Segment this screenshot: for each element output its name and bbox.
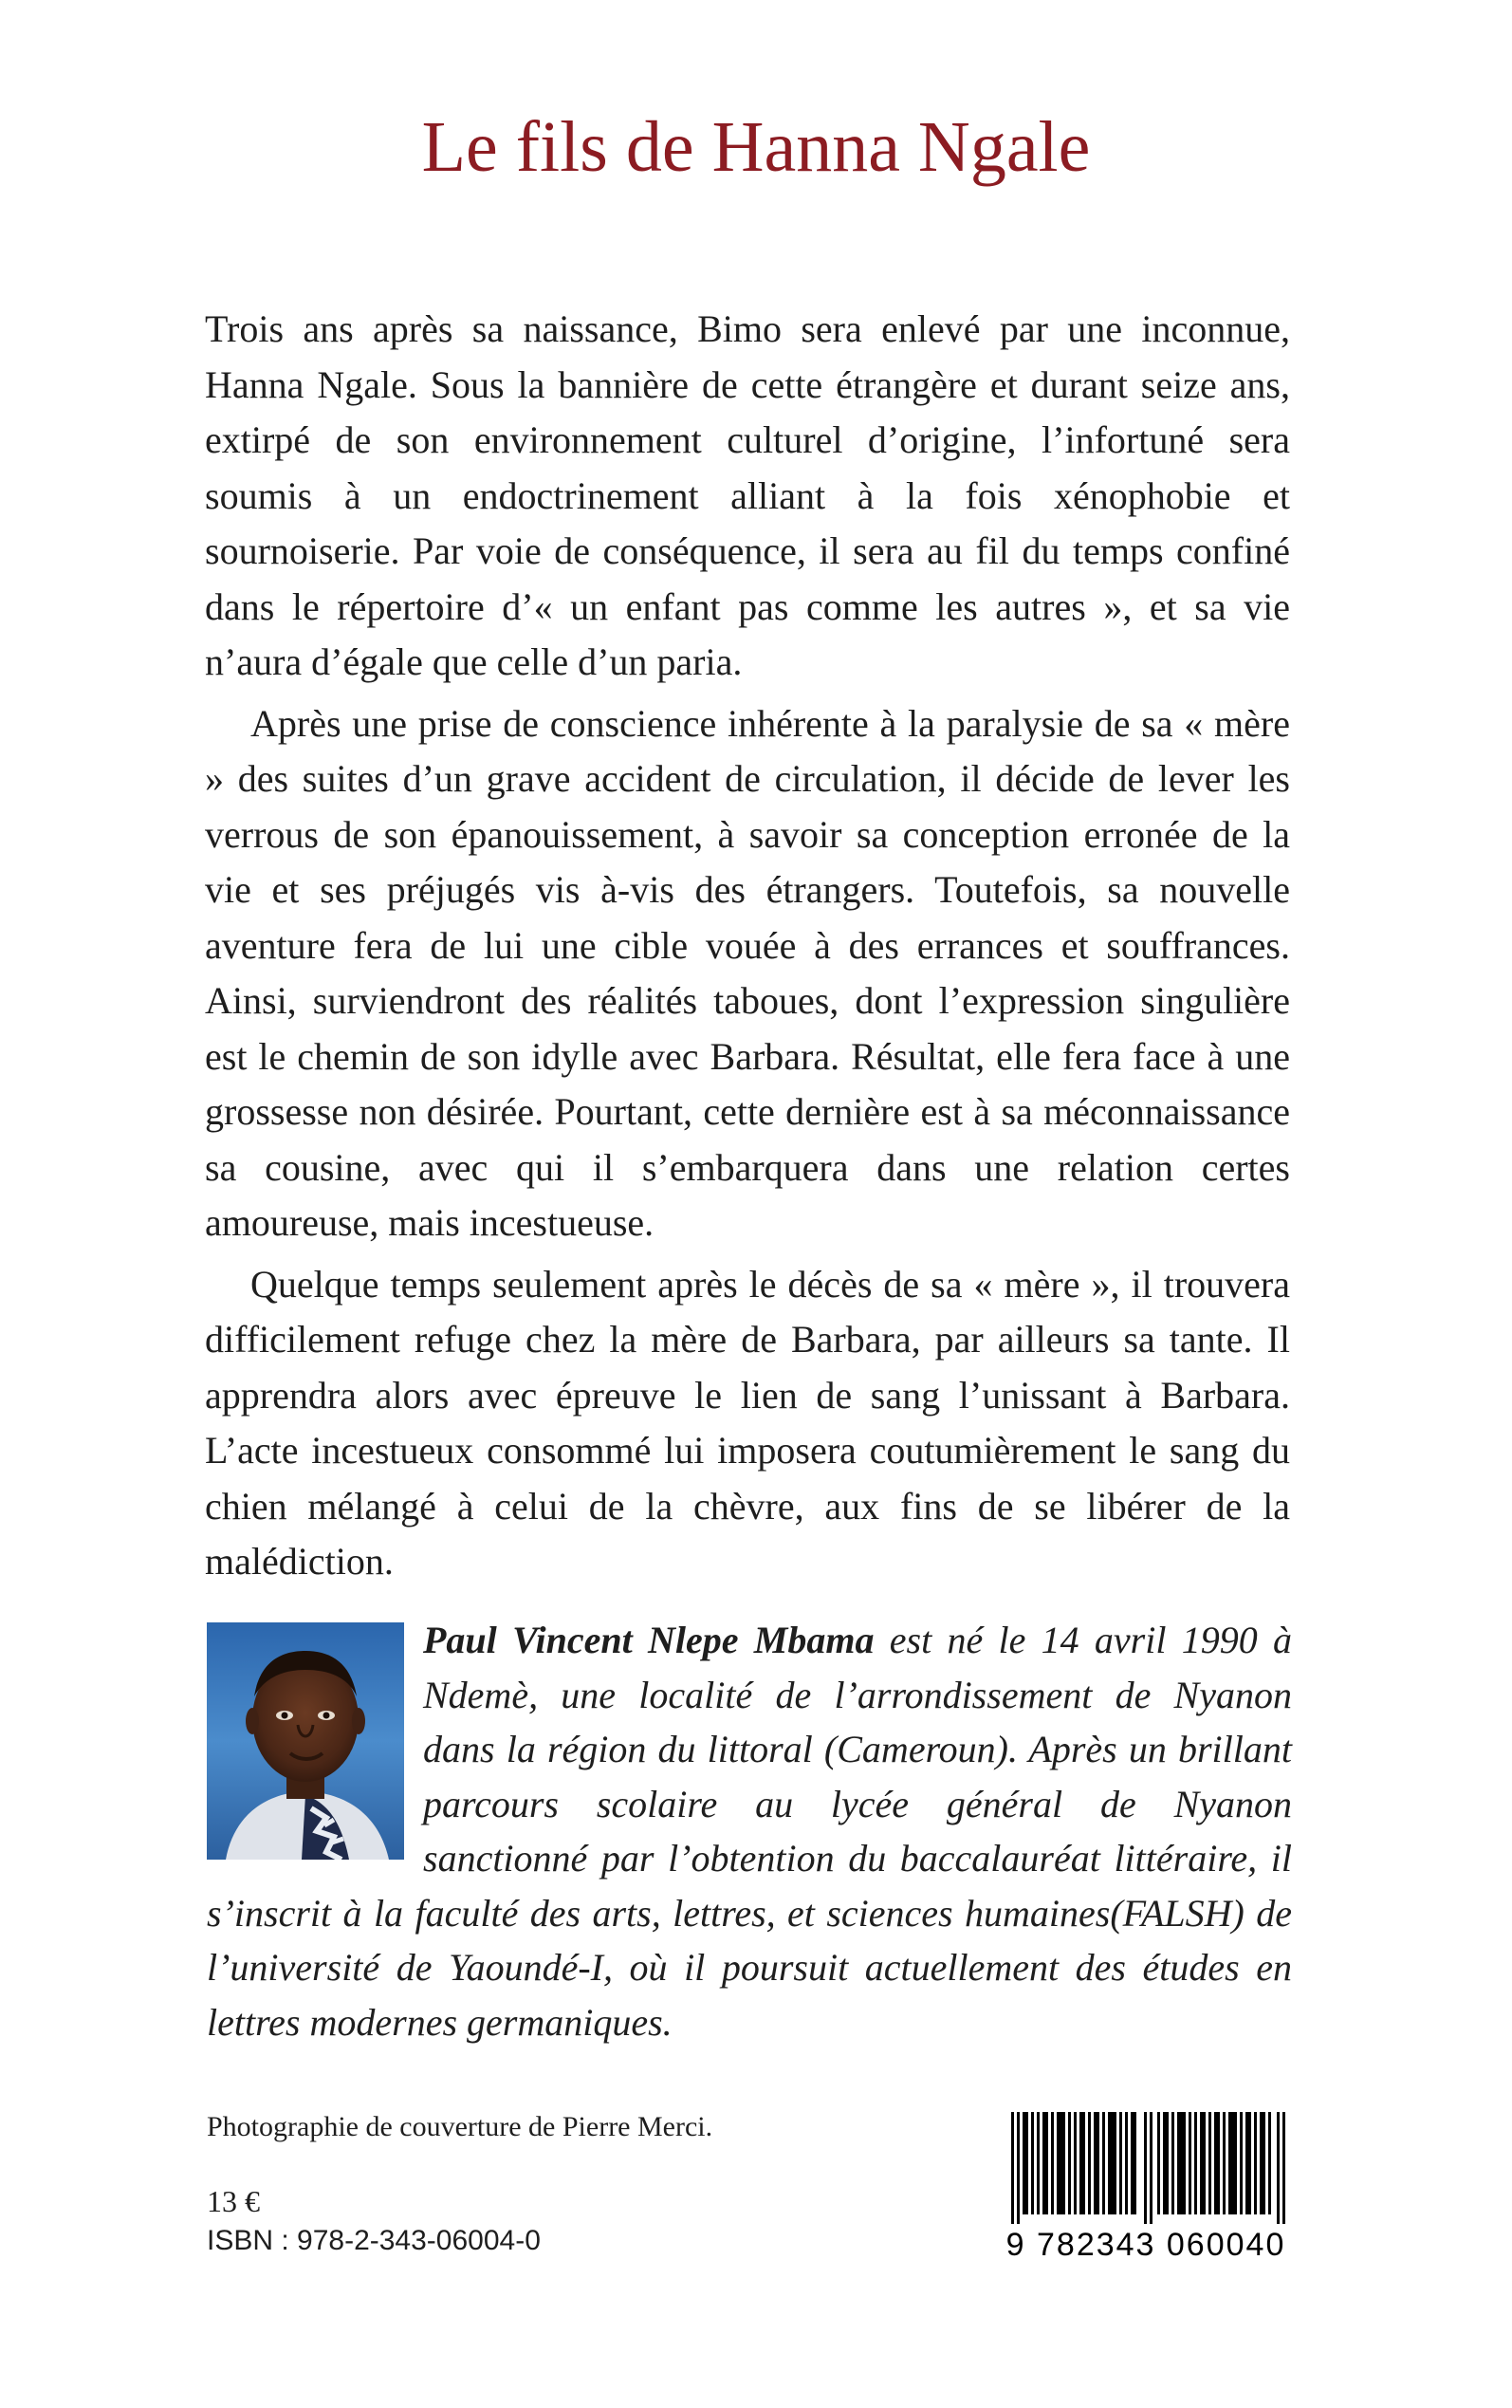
synopsis-paragraph-2: Après une prise de conscience inhérente à la paralysie de sa « mère » des suites d’un grave accident de circulation, il décide de lever les verrous de son épanouissement, à savoir sa conception erronée de la vie et ses préjugés vis à-vis des étrangers. Toutefois, sa nouvelle aventure fera de lui une cible vouée à des errances et souffrances. Ainsi, surviendront des réalités taboues, dont l’expression singulière est le chemin de son idylle avec Barbara. Résultat, elle fera face à une grossesse non désirée. Pourtant, cette dernière est à sa méconnaissance sa cousine, avec qui il s’embarquera dans une relation certes amoureuse, mais incestueuse. [205, 701, 1290, 1244]
barcode-number: 9 782343 060040 [1005, 2227, 1286, 2263]
price: 13 € [207, 2184, 260, 2218]
synopsis-paragraph-1: Trois ans après sa naissance, Bimo sera enlevé par une inconnue, Hanna Ngale. Sous la bannière de cette étrangère et durant seize ans, extirpé de son environnement culturel d’origine, l’infortuné sera soumis à un endoctrinement alliant à la fois xénophobie et sournoiserie. Par voie de conséquence, il sera au fil du temps confiné dans le répertoire d’« un enfant pas comme les autres », et sa vie n’aura d’égale que celle d’un paria. [205, 307, 1290, 683]
synopsis-paragraph-3: Quelque temps seulement après le décès de sa « mère », il trouvera difficilement refuge chez la mère de Barbara, par ailleurs sa tante. Il apprendra alors avec épreuve le lien de sang l’unissant à Barbara. L’acte incestueux consommé lui imposera coutumièrement le sang du chien mélangé à celui de la chèvre, aux fins de se libérer de la malédiction. [205, 1262, 1290, 1583]
author-photo [207, 1622, 404, 1860]
author-name: Paul Vincent Nlepe Mbama [423, 1619, 875, 1661]
barcode-bars [1011, 2112, 1286, 2224]
synopsis [205, 302, 1290, 1596]
photo-credit: Photographie de couverture de Pierre Merci. [207, 2111, 713, 2142]
author-bio-text: est né le 14 avril 1990 à Ndemè, une localité de l’arrondissement de Nyanon dans la région du littoral (Cameroun). Après un brillant parcours scolaire au lycée général de Nyanon sanctionné par l’obtention du baccalauréat littéraire, il s’inscrit à la faculté des arts, lettres, et sciences humaines(FALSH) de l’université de Yaoundé-I, où il poursuit actuellement des études en lettres modernes germaniques. [207, 1619, 1292, 2044]
barcode [998, 2106, 1294, 2277]
isbn: ISBN : 978-2-343-06004-0 [207, 2225, 541, 2256]
author-portrait-illustration [207, 1622, 404, 1860]
book-title: Le fils de Hanna Ngale [421, 107, 1091, 187]
